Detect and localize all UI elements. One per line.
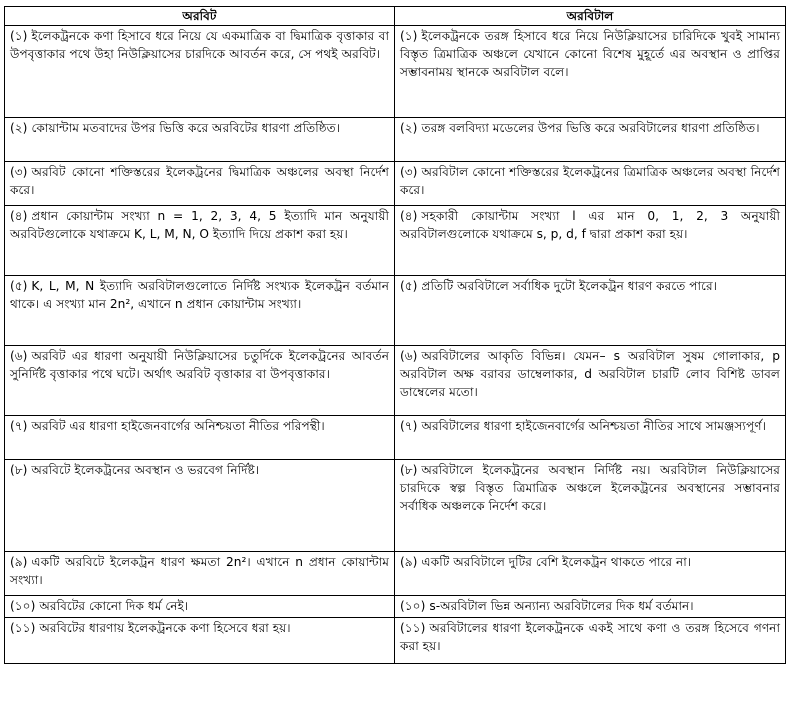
table-row — [5, 416, 786, 460]
orbit-item-number: (১১) — [10, 621, 36, 635]
orbital-cell — [395, 162, 786, 206]
orbit-item-text: অরবিট কোনো শক্তিস্তরের ইলেকট্রনের দ্বিমাত্রিক অঞ্চলের অবস্থা নির্দেশ করে। — [10, 165, 389, 197]
orbital-item-number: (৬) — [400, 349, 418, 363]
orbital-item-text: ইলেকট্রনকে তরঙ্গ হিসাবে ধরে নিয়ে নিউক্লিয়াসের চারিদিকে খুবই সামান্য বিস্তৃত ত্রিমাত্রিক অঞ্চলে যেখানে কোনো বিশেষ মুহূর্তে এর অবস্থান ও প্রাপ্তির সম্ভাবনাময় স্থানকে অরবিটাল বলে। — [400, 29, 780, 79]
orbital-item-text: একটি অরবিটালে দুটির বেশি ইলেকট্রন থাকতে পারে না। — [421, 555, 692, 569]
orbit-item-number: (১০) — [10, 599, 36, 613]
orbit-item-number: (৮) — [10, 463, 28, 477]
orbital-item-text: অরবিটালের ধারণা হাইজেনবার্গের অনিশ্চয়তা নীতির সাথে সামঞ্জস্যপূর্ণ। — [421, 419, 766, 433]
orbit-cell — [5, 206, 395, 276]
table-row — [5, 162, 786, 206]
comparison-sheet — [4, 6, 785, 664]
orbit-cell — [5, 162, 395, 206]
orbital-item-number: (২) — [400, 121, 418, 135]
orbit-cell — [5, 346, 395, 416]
table-row — [5, 346, 786, 416]
orbit-cell — [5, 416, 395, 460]
orbit-item-number: (৩) — [10, 165, 28, 179]
orbit-item-text: অরবিটের কোনো দিক ধর্ম নেই। — [39, 599, 189, 613]
orbital-cell — [395, 416, 786, 460]
orbital-item-number: (৪) — [400, 209, 418, 223]
orbital-item-text: সহকারী কোয়ান্টাম সংখ্যা l এর মান 0, 1, 2, 3 অনুযায়ী অরবিটালগুলোকে যথাক্রমে s, p, d, f দ্বারা প্রকাশ করা হয়। — [400, 209, 780, 241]
orbit-item-number: (৪) — [10, 209, 28, 223]
orbital-cell — [395, 346, 786, 416]
orbit-cell — [5, 460, 395, 552]
orbit-item-number: (৯) — [10, 555, 28, 569]
orbital-item-number: (১১) — [400, 621, 426, 635]
orbit-item-number: (৬) — [10, 349, 28, 363]
orbital-item-text: প্রতিটি অরবিটালে সর্বাধিক দুটো ইলেকট্রন ধারণ করতে পারে। — [421, 279, 718, 293]
orbit-cell — [5, 596, 395, 618]
table-row — [5, 118, 786, 162]
header-orbital: অরবিটাল — [395, 7, 786, 26]
orbital-item-text: তরঙ্গ বলবিদ্যা মডেলের উপর ভিত্তি করে অরবিটালের ধারণা প্রতিষ্ঠিত। — [421, 121, 760, 135]
orbital-item-number: (১) — [400, 29, 418, 43]
table-row — [5, 276, 786, 346]
header-orbit: অরবিট — [5, 7, 395, 26]
orbit-item-text: একটি অরবিটে ইলেকট্রন ধারণ ক্ষমতা 2n²। এখানে n প্রধান কোয়ান্টাম সংখ্যা। — [10, 555, 389, 587]
orbital-cell — [395, 552, 786, 596]
orbital-cell — [395, 276, 786, 346]
orbit-cell — [5, 552, 395, 596]
orbit-item-number: (২) — [10, 121, 28, 135]
table-row — [5, 596, 786, 618]
orbit-orbital-comparison-table — [4, 6, 786, 664]
orbital-cell — [395, 460, 786, 552]
orbital-cell — [395, 206, 786, 276]
orbit-cell — [5, 276, 395, 346]
orbital-item-text: অরবিটালের আকৃতি বিভিন্ন। যেমন– s অরবিটাল সুষম গোলাকার, p অরবিটাল অক্ষ বরাবর ডাম্বেলাকার, d অরবিটাল চারটি লোব বিশিষ্ট ডাবল ডাম্বেলের মতো। — [400, 349, 780, 399]
orbital-item-text: অরবিটাল কোনো শক্তিস্তরের ইলেকট্রনের ত্রিমাত্রিক অঞ্চলের অবস্থা নির্দেশ করে। — [400, 165, 780, 197]
orbit-item-text: K, L, M, N ইত্যাদি অরবিটালগুলোতে নির্দিষ্ট সংখ্যক ইলেকট্রন বর্তমান থাকে। এ সংখ্যা মান 2n², এখানে n প্রধান কোয়ান্টাম সংখ্যা। — [10, 279, 389, 311]
orbital-cell — [395, 26, 786, 118]
orbital-item-text: s-অরবিটাল ভিন্ন অন্যান্য অরবিটালের দিক ধর্ম বর্তমান। — [429, 599, 694, 613]
orbital-cell — [395, 618, 786, 664]
orbital-item-text: অরবিটালের ধারণা ইলেকট্রনকে একই সাথে কণা ও তরঙ্গ হিসেবে গণনা করা হয়। — [400, 621, 780, 653]
table-header-row — [5, 7, 786, 26]
orbit-item-number: (৭) — [10, 419, 28, 433]
orbital-cell — [395, 118, 786, 162]
orbital-item-number: (১০) — [400, 599, 426, 613]
orbit-cell — [5, 118, 395, 162]
orbit-item-text: ইলেকট্রনকে কণা হিসাবে ধরে নিয়ে যে একমাত্রিক বা দ্বিমাত্রিক বৃত্তাকার বা উপবৃত্তাকার পথে উহা নিউক্লিয়াসের চারদিকে আবর্তন করে, সে পথই অরবিট। — [10, 29, 389, 61]
orbit-item-number: (৫) — [10, 279, 28, 293]
orbit-item-text: অরবিট এর ধারণা হাইজেনবার্গের অনিশ্চয়তা নীতির পরিপন্থী। — [31, 419, 325, 433]
table-row — [5, 206, 786, 276]
orbital-item-number: (৮) — [400, 463, 418, 477]
orbit-item-text: অরবিট এর ধারণা অনুযায়ী নিউক্লিয়াসের চতুর্দিকে ইলেকট্রনের আবর্তন সুনির্দিষ্ট বৃত্তাকার পথে ঘটে। অর্থাৎ অরবিট বৃত্তাকার বা উপবৃত্তাকার। — [10, 349, 389, 381]
orbital-item-number: (৯) — [400, 555, 418, 569]
table-row — [5, 618, 786, 664]
orbit-item-text: অরবিটে ইলেকট্রনের অবস্থান ও ভরবেগ নির্দিষ্ট। — [31, 463, 260, 477]
orbital-item-number: (৫) — [400, 279, 418, 293]
table-row — [5, 552, 786, 596]
orbital-cell — [395, 596, 786, 618]
orbital-item-text: অরবিটালে ইলেকট্রনের অবস্থান নির্দিষ্ট নয়। অরবিটাল নিউক্লিয়াসের চারদিকে স্বল্প বিস্তৃত ত্রিমাত্রিক অঞ্চলে ইলেকট্রনের অবস্থানের সম্ভাবনার সর্বাধিক অঞ্চলকে নির্দেশ করে। — [400, 463, 780, 513]
table-row — [5, 26, 786, 118]
orbital-item-number: (৩) — [400, 165, 418, 179]
table-row — [5, 460, 786, 552]
orbit-item-text: কোয়ান্টাম মতবাদের উপর ভিত্তি করে অরবিটের ধারণা প্রতিষ্ঠিত। — [31, 121, 341, 135]
orbit-item-number: (১) — [10, 29, 28, 43]
orbit-cell — [5, 618, 395, 664]
orbit-item-text: অরবিটের ধারণায় ইলেকট্রনকে কণা হিসেবে ধরা হয়। — [39, 621, 291, 635]
orbit-cell — [5, 26, 395, 118]
orbital-item-number: (৭) — [400, 419, 418, 433]
orbit-item-text: প্রধান কোয়ান্টাম সংখ্যা n = 1, 2, 3, 4, 5 ইত্যাদি মান অনুযায়ী অরবিটগুলোকে যথাক্রমে K, L, M, N, O ইত্যাদি দিয়ে প্রকাশ করা হয়। — [10, 209, 389, 241]
